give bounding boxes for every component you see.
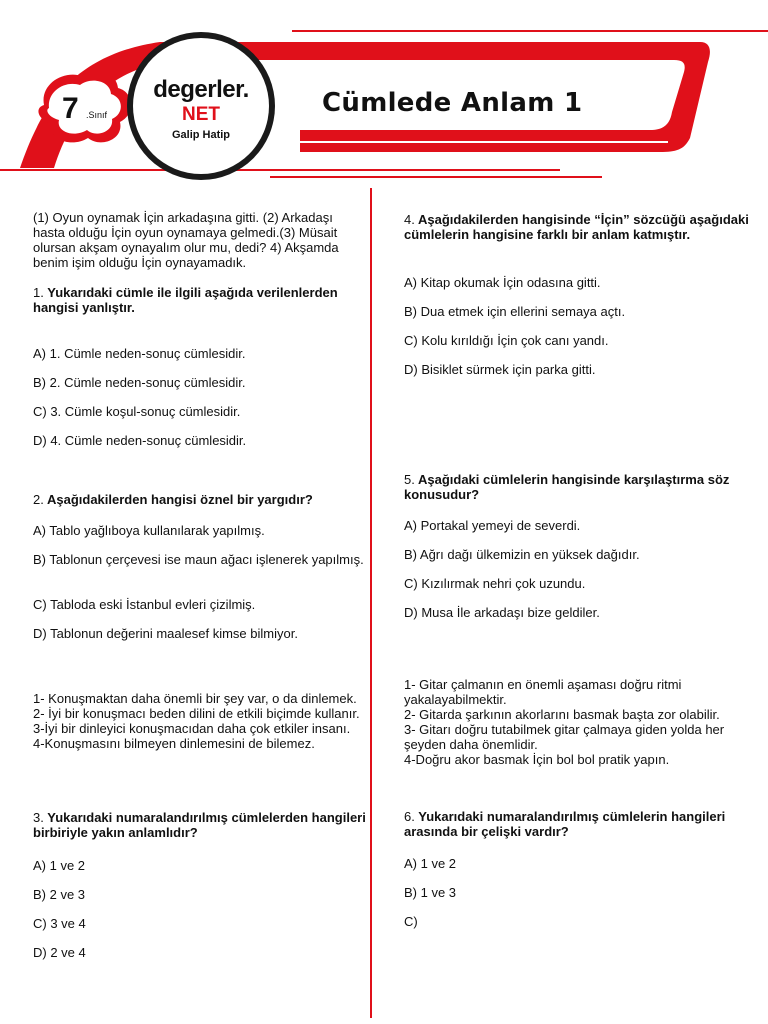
- grade-suffix: .Sınıf: [86, 110, 108, 120]
- question-2-option-d[interactable]: D) Tablonun değerini maalesef kimse bilmiyor.: [33, 626, 298, 641]
- question-number: 6.: [404, 809, 415, 824]
- question-1-option-a[interactable]: A) 1. Cümle neden-sonuç cümlesidir.: [33, 346, 246, 361]
- question-number: 3.: [33, 810, 44, 825]
- passage-3: [33, 691, 368, 751]
- question-3: [33, 810, 368, 840]
- question-4-stem: [404, 212, 749, 242]
- passage-3-line-2: 2- İyi bir konuşmacı beden dilini de etkili biçimde kullanır.: [33, 706, 360, 721]
- question-4-option-d[interactable]: D) Bisiklet sürmek için parka gitti.: [404, 362, 596, 377]
- question-3-option-d[interactable]: D) 2 ve 4: [33, 945, 86, 960]
- passage-6-line-4: 4-Doğru akor basmak İçin bol bol pratik yapın.: [404, 752, 670, 767]
- passage-6-line-1: 1- Gitar çalmanın en önemli aşaması doğru ritmi yakalayabilmektir.: [404, 677, 682, 707]
- question-text: Yukarıdaki cümle ile ilgili aşağıda verilenlerden hangisi yanlıştır.: [33, 285, 338, 315]
- page-title: Cümlede Anlam 1: [322, 88, 583, 118]
- question-number: 1.: [33, 285, 44, 300]
- question-3-option-c[interactable]: C) 3 ve 4: [33, 916, 86, 931]
- grade-number: 7: [62, 92, 79, 125]
- question-5-stem: [404, 472, 749, 502]
- question-1-option-d[interactable]: D) 4. Cümle neden-sonuç cümlesidir.: [33, 433, 247, 448]
- question-2-option-c[interactable]: C) Tabloda eski İstanbul evleri çizilmiş.: [33, 597, 256, 612]
- question-6-option-a[interactable]: A) 1 ve 2: [404, 856, 457, 871]
- passage-3-line-1: 1- Konuşmaktan daha önemli bir şey var, o da dinlemek.: [33, 691, 357, 706]
- site-logo: [133, 38, 269, 174]
- question-text: Aşağıdakilerden hangisi öznel bir yargıdır?: [46, 492, 313, 507]
- question-text: Aşağıdakilerden hangisinde “İçin” sözcüğü aşağıdaki cümlelerin hangisine farklı bir anlam katmıştır.: [404, 212, 749, 242]
- question-1-option-b[interactable]: B) 2. Cümle neden-sonuç cümlesidir.: [33, 375, 246, 390]
- column-divider: [370, 188, 372, 1018]
- question-3-stem: [33, 810, 368, 840]
- passage-6: [404, 677, 749, 767]
- question-5-option-d[interactable]: D) Musa İle arkadaşı bize geldiler.: [404, 605, 600, 620]
- question-4-option-a[interactable]: A) Kitap okumak İçin odasına gitti.: [404, 275, 601, 290]
- question-3-option-a[interactable]: A) 1 ve 2: [33, 858, 86, 873]
- question-number: 5.: [404, 472, 415, 487]
- question-text: Yukarıdaki numaralandırılmış cümlelerden hangileri birbiriyle yakın anlamlıdır?: [33, 810, 366, 840]
- page-header: [0, 0, 768, 200]
- question-4-option-c[interactable]: C) Kolu kırıldığı İçin çok canı yandı.: [404, 333, 609, 348]
- passage-1: [33, 210, 368, 270]
- question-text: Aşağıdaki cümlelerin hangisinde karşılaştırma söz konusudur?: [404, 472, 730, 502]
- question-5-option-b[interactable]: B) Ağrı dağı ülkemizin en yüksek dağıdır.: [404, 547, 640, 562]
- question-4-option-b[interactable]: B) Dua etmek için ellerini semaya açtı.: [404, 304, 626, 319]
- question-1-option-c[interactable]: C) 3. Cümle koşul-sonuç cümlesidir.: [33, 404, 241, 419]
- question-3-option-b[interactable]: B) 2 ve 3: [33, 887, 86, 902]
- logo-word: degerler.: [153, 76, 249, 103]
- question-2-option-a[interactable]: A) Tablo yağlıboya kullanılarak yapılmış.: [33, 523, 265, 538]
- question-1-stem: [33, 285, 368, 315]
- question-1: [33, 285, 368, 315]
- passage-6-line-3: 3- Gitarı doğru tutabilmek gitar çalmaya giden yolda her şeyden daha önemlidir.: [404, 722, 725, 752]
- passage-1-text: (1) Oyun oynamak İçin arkadaşına gitti. (2) Arkadaşı hasta olduğu İçin oyun oynamaya gelmedi.(3) Müsait olursan akşam oynayalım olur mu, dedi? 4) Akşamda benim işim olduğu İçin oynayamadık.: [33, 210, 339, 270]
- question-5-option-c[interactable]: C) Kızılırmak nehri çok uzundu.: [404, 576, 586, 591]
- question-6-stem: [404, 809, 749, 839]
- question-2-stem: [33, 492, 368, 507]
- passage-3-line-3: 3-İyi bir dinleyici konuşmacıdan daha çok etkiler insanı.: [33, 721, 351, 736]
- question-2-option-b[interactable]: B) Tablonun çerçevesi ise maun ağacı işlenerek yapılmış.: [33, 552, 364, 567]
- question-6-option-c[interactable]: C): [404, 914, 418, 929]
- question-6-option-b[interactable]: B) 1 ve 3: [404, 885, 457, 900]
- passage-3-line-4: 4-Konuşmasını bilmeyen dinlemesini de bilemez.: [33, 736, 315, 751]
- logo-author: Galip Hatip: [171, 129, 231, 141]
- question-6: [404, 809, 749, 839]
- question-2: [33, 492, 368, 507]
- question-number: 2.: [33, 492, 44, 507]
- question-5-option-a[interactable]: A) Portakal yemeyi de severdi.: [404, 518, 581, 533]
- question-text: Yukarıdaki numaralandırılmış cümlelerin hangileri arasında bir çelişki vardır?: [404, 809, 726, 839]
- logo-net: NET: [182, 104, 220, 125]
- passage-6-line-2: 2- Gitarda şarkının akorlarını basmak başta zor olabilir.: [404, 707, 720, 722]
- question-number: 4.: [404, 212, 415, 227]
- question-4: [404, 212, 749, 242]
- question-5: [404, 472, 749, 502]
